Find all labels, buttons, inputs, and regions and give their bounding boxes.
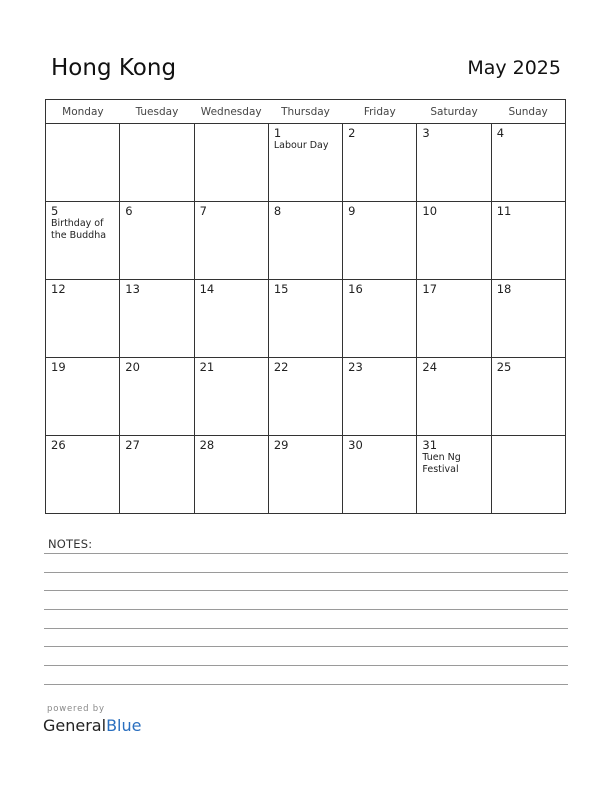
day-number: 5: [51, 204, 59, 218]
day-cell: [491, 280, 565, 358]
note-line: [44, 572, 568, 573]
day-cell: [268, 202, 342, 280]
day-number: 2: [348, 126, 356, 140]
weekday-header: Wednesday: [194, 100, 268, 124]
day-cell: [46, 124, 120, 202]
logo-text-general: General: [43, 716, 107, 735]
day-cell: [46, 202, 120, 280]
notes-label: NOTES:: [48, 537, 93, 551]
note-line: [44, 646, 568, 647]
day-cell: [194, 124, 268, 202]
day-cell: [343, 436, 417, 514]
note-line: [44, 553, 568, 554]
day-cell: [417, 280, 491, 358]
day-number: 7: [199, 204, 207, 218]
day-number: 8: [273, 204, 282, 218]
note-line: [44, 665, 568, 666]
day-number: 30: [348, 438, 363, 452]
day-cell: [120, 280, 194, 358]
day-cell: [194, 202, 268, 280]
week-row: [46, 436, 566, 514]
day-cell: [491, 202, 565, 280]
day-cell: [120, 436, 194, 514]
day-cell: [491, 358, 565, 436]
day-number: 20: [125, 360, 140, 374]
calendar-grid: [45, 99, 566, 514]
day-cell: [194, 358, 268, 436]
month-title: May 2025: [467, 57, 561, 79]
day-number: 4: [496, 126, 505, 140]
week-row: [46, 358, 566, 436]
day-number: 24: [422, 360, 438, 374]
note-line: [44, 628, 568, 629]
note-line: [44, 590, 568, 591]
holiday-label: Tuen Ng Festival: [422, 452, 461, 475]
day-number: 6: [125, 204, 133, 218]
country-title: Hong Kong: [51, 55, 177, 81]
day-cell: [268, 436, 342, 514]
day-number: 27: [125, 438, 140, 452]
day-number: 9: [348, 204, 356, 218]
day-cell: [491, 436, 565, 514]
day-number: 3: [422, 126, 430, 140]
weekday-header-row: [46, 100, 566, 124]
generalblue-logo: [43, 716, 141, 735]
day-cell: [343, 358, 417, 436]
weekday-header: Sunday: [491, 100, 565, 124]
day-cell: [194, 436, 268, 514]
day-cell: [46, 358, 120, 436]
day-cell: [417, 124, 491, 202]
weekday-header: Tuesday: [120, 100, 194, 124]
day-cell: [417, 436, 491, 514]
day-cell: [194, 280, 268, 358]
day-number: 1: [273, 126, 282, 140]
day-number: 10: [422, 204, 438, 218]
day-number: 14: [199, 282, 215, 296]
day-cell: [417, 358, 491, 436]
day-cell: [268, 280, 342, 358]
note-line: [44, 609, 568, 610]
logo-text-blue: Blue: [106, 716, 142, 735]
day-number: 15: [273, 282, 289, 296]
day-number: 31: [422, 438, 438, 452]
day-number: 26: [51, 438, 66, 452]
weekday-header: Saturday: [417, 100, 491, 124]
note-line: [44, 684, 568, 685]
day-number: 28: [199, 438, 215, 452]
day-cell: [343, 124, 417, 202]
weekday-header: Friday: [343, 100, 417, 124]
day-cell: [417, 202, 491, 280]
day-number: 25: [496, 360, 512, 374]
day-number: 19: [51, 360, 66, 374]
week-row: [46, 280, 566, 358]
day-cell: [120, 202, 194, 280]
day-cell: [343, 202, 417, 280]
holiday-label: Labour Day: [273, 140, 329, 151]
day-cell: [268, 358, 342, 436]
day-number: 29: [273, 438, 289, 452]
day-number: 17: [422, 282, 438, 296]
day-cell: [491, 124, 565, 202]
week-row: [46, 124, 566, 202]
day-cell: [120, 358, 194, 436]
day-number: 13: [125, 282, 140, 296]
day-cell: [46, 280, 120, 358]
day-number: 12: [51, 282, 66, 296]
day-cell: [343, 280, 417, 358]
day-number: 11: [496, 204, 512, 218]
day-number: 23: [348, 360, 363, 374]
powered-by-text: powered by: [47, 704, 105, 714]
weekday-header: Thursday: [268, 100, 342, 124]
weekday-header: Monday: [46, 100, 120, 124]
day-cell: [120, 124, 194, 202]
week-row: [46, 202, 566, 280]
day-number: 16: [348, 282, 363, 296]
day-number: 21: [199, 360, 215, 374]
day-number: 22: [273, 360, 289, 374]
holiday-label: Birthday of the Buddha: [51, 218, 107, 241]
day-cell: [268, 124, 342, 202]
day-number: 18: [496, 282, 512, 296]
day-cell: [46, 436, 120, 514]
